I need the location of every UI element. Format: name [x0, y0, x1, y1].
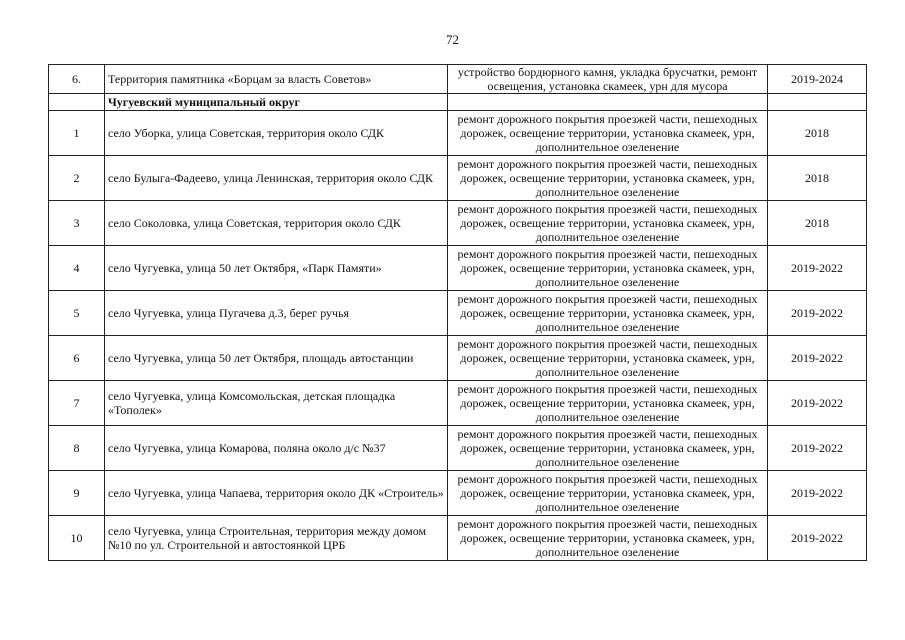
territory-name: село Чугуевка, улица Пугачева д.3, берег ручья: [105, 291, 448, 336]
table-row: [49, 426, 867, 471]
row-number: 3: [49, 201, 105, 246]
work-description: ремонт дорожного покрытия проезжей части, пешеходных дорожек, освещение территории, установка скамеек, урн, дополнительное озеленение: [448, 471, 768, 516]
row-number: 8: [49, 426, 105, 471]
row-number: 5: [49, 291, 105, 336]
work-description: устройство бордюрного камня, укладка брусчатки, ремонт освещения, установка скамеек, урн для мусора: [448, 65, 768, 94]
section-year-cell: [768, 94, 867, 111]
table-row: [49, 246, 867, 291]
work-period: 2019-2022: [768, 336, 867, 381]
table-body: [49, 65, 867, 561]
territory-name: село Соколовка, улица Советская, территория около СДК: [105, 201, 448, 246]
work-period: 2019-2022: [768, 381, 867, 426]
row-number: 1: [49, 111, 105, 156]
section-row: [49, 94, 867, 111]
territory-name: село Чугуевка, улица Строительная, территория между домом №10 по ул. Строительной и автостоянкой ЦРБ: [105, 516, 448, 561]
work-description: ремонт дорожного покрытия проезжей части, пешеходных дорожек, освещение территории, установка скамеек, урн, дополнительное озеленение: [448, 111, 768, 156]
row-number: 10: [49, 516, 105, 561]
territory-name: село Уборка, улица Советская, территория около СДК: [105, 111, 448, 156]
work-description: ремонт дорожного покрытия проезжей части, пешеходных дорожек, освещение территории, установка скамеек, урн, дополнительное озеленение: [448, 381, 768, 426]
table-row: [49, 336, 867, 381]
work-description: ремонт дорожного покрытия проезжей части, пешеходных дорожек, освещение территории, установка скамеек, урн, дополнительное озеленение: [448, 516, 768, 561]
section-number-cell: [49, 94, 105, 111]
work-period: 2018: [768, 156, 867, 201]
table-row: [49, 65, 867, 94]
table-row: [49, 156, 867, 201]
table-row: [49, 381, 867, 426]
work-period: 2018: [768, 201, 867, 246]
table-row: [49, 291, 867, 336]
work-period: 2018: [768, 111, 867, 156]
page-number: 72: [446, 32, 459, 47]
work-description: ремонт дорожного покрытия проезжей части, пешеходных дорожек, освещение территории, установка скамеек, урн, дополнительное озеленение: [448, 201, 768, 246]
table-row: [49, 471, 867, 516]
improvement-table: [48, 64, 867, 561]
table-row: [49, 201, 867, 246]
row-number: 6: [49, 336, 105, 381]
territory-name: село Чугуевка, улица Комарова, поляна около д/с №37: [105, 426, 448, 471]
work-period: 2019-2024: [768, 65, 867, 94]
row-number: 2: [49, 156, 105, 201]
row-number: 9: [49, 471, 105, 516]
work-description: ремонт дорожного покрытия проезжей части, пешеходных дорожек, освещение территории, установка скамеек, урн, дополнительное озеленение: [448, 336, 768, 381]
work-period: 2019-2022: [768, 426, 867, 471]
row-number: 6.: [49, 65, 105, 94]
work-period: 2019-2022: [768, 291, 867, 336]
territory-name: село Чугуевка, улица 50 лет Октября, «Парк Памяти»: [105, 246, 448, 291]
territory-name: село Чугуевка, улица Чапаева, территория около ДК «Строитель»: [105, 471, 448, 516]
table-row: [49, 516, 867, 561]
work-description: ремонт дорожного покрытия проезжей части, пешеходных дорожек, освещение территории, установка скамеек, урн, дополнительное озеленение: [448, 246, 768, 291]
work-description: ремонт дорожного покрытия проезжей части, пешеходных дорожек, освещение территории, установка скамеек, урн, дополнительное озеленение: [448, 156, 768, 201]
territory-name: Территория памятника «Борцам за власть Советов»: [105, 65, 448, 94]
section-work-cell: [448, 94, 768, 111]
territory-name: село Булыга-Фадеево, улица Ленинская, территория около СДК: [105, 156, 448, 201]
row-number: 4: [49, 246, 105, 291]
work-period: 2019-2022: [768, 471, 867, 516]
work-description: ремонт дорожного покрытия проезжей части, пешеходных дорожек, освещение территории, установка скамеек, урн, дополнительное озеленение: [448, 426, 768, 471]
work-period: 2019-2022: [768, 246, 867, 291]
territory-name: село Чугуевка, улица 50 лет Октября, площадь автостанции: [105, 336, 448, 381]
row-number: 7: [49, 381, 105, 426]
territory-name: село Чугуевка, улица Комсомольская, детская площадка «Тополек»: [105, 381, 448, 426]
work-period: 2019-2022: [768, 516, 867, 561]
work-description: ремонт дорожного покрытия проезжей части, пешеходных дорожек, освещение территории, установка скамеек, урн, дополнительное озеленение: [448, 291, 768, 336]
table-row: [49, 111, 867, 156]
section-title: Чугуевский муниципальный округ: [105, 94, 448, 111]
